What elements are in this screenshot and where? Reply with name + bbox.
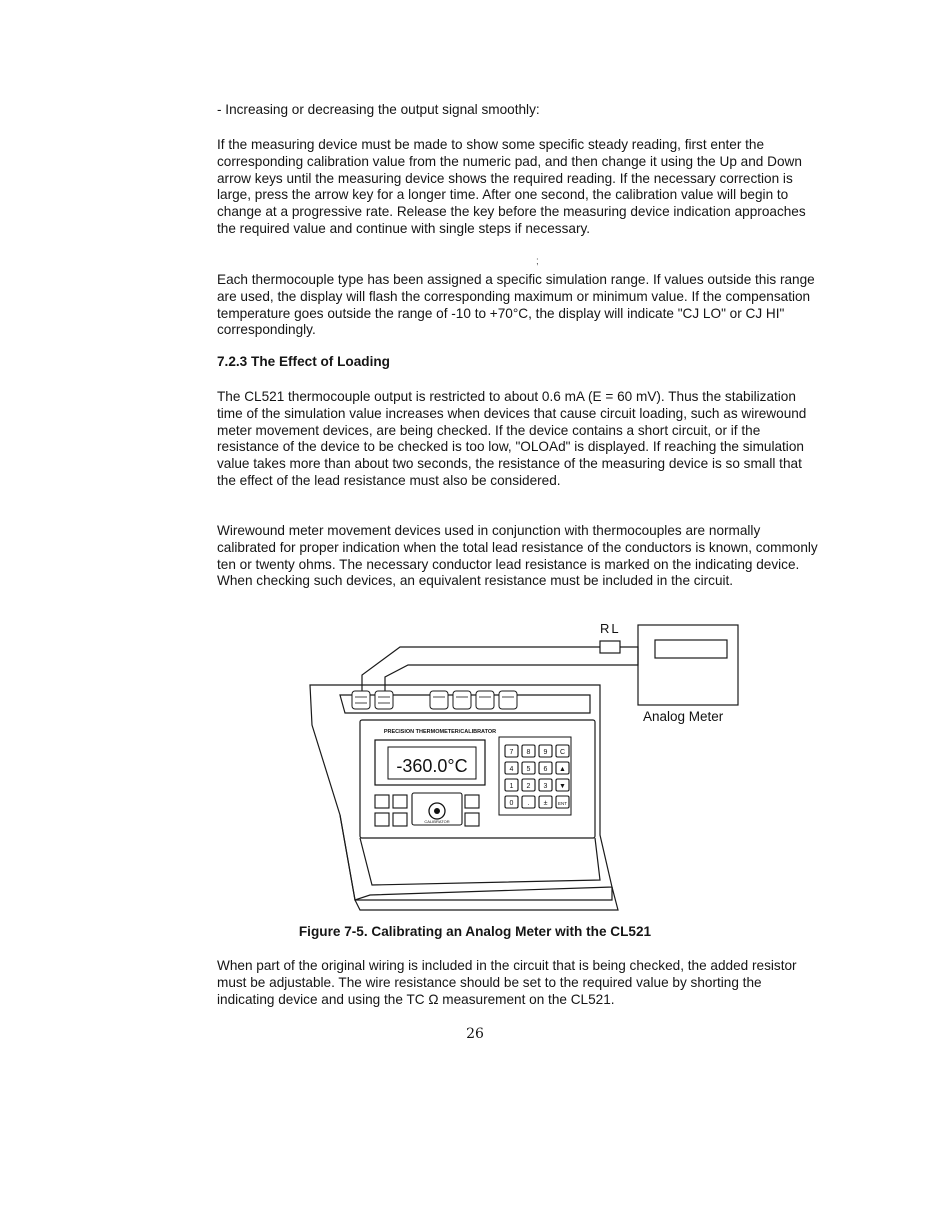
section-heading-text: 7.2.3 The Effect of Loading [217, 354, 390, 369]
analog-meter-box [638, 625, 738, 705]
keypad-key [556, 745, 569, 757]
device-title: PRECISION THERMOMETER/CALIBRATOR [383, 729, 497, 735]
intro-heading [217, 102, 822, 119]
keypad-key-label: ± [543, 800, 548, 807]
keypad-key-label: 1 [509, 783, 514, 790]
keypad-key-label: 7 [509, 749, 514, 756]
keypad-key [522, 762, 535, 774]
keypad-key [505, 745, 518, 757]
paragraph-5 [217, 958, 822, 1008]
intro-heading-text: - Increasing or decreasing the output signal smoothly: [217, 102, 540, 117]
rl-resistor [600, 641, 620, 653]
keypad-key [522, 745, 535, 757]
keypad-key [505, 762, 518, 774]
keypad-key-label: . [527, 800, 530, 807]
keypad-key-label: ENT [558, 801, 567, 806]
figure-caption: Figure 7-5. Calibrating an Analog Meter with the CL521 [298, 924, 652, 939]
paragraph-4-text: Wirewound meter movement devices used in conjunction with thermocouples are normally calibrated for proper indication when the total lead resistance of the conductors is known, commonly ten or twenty ohms. The necessary conductor lead resistance is marked on the indicating device. When checking such devices, an equivalent resistance must be included in the circuit. [217, 523, 818, 589]
keypad-key [539, 745, 552, 757]
paragraph-4 [217, 523, 822, 590]
keypad-key-label: 8 [526, 749, 531, 756]
rl-label: RL [600, 621, 621, 636]
keypad-key-label: C [559, 749, 566, 756]
section-heading [217, 354, 822, 369]
stray-mark: ; [536, 256, 539, 267]
analog-meter-label: Analog Meter [643, 709, 724, 724]
keypad-key [556, 796, 569, 808]
keypad-key-label: ▼ [559, 783, 566, 790]
paragraph-2 [217, 272, 822, 339]
keypad-key-label: ▲ [559, 766, 566, 773]
paragraph-3-text: The CL521 thermocouple output is restricted to about 0.6 mA (E = 60 mV). Thus the stabilization time of the simulation value increases when devices that cause circuit loading, such as wirewound meter movement devices, are being checked. If the device contains a short circuit, or if the resistance of the device to be checked is too low, "OLOAd" is displayed. If reaching the simulation value takes more than about two seconds, the resistance of the measuring device is so small that the effect of the lead resistance must also be considered. [217, 389, 807, 488]
paragraph-2-text: Each thermocouple type has been assigned a specific simulation range. If values outside this range are used, the display will flash the corresponding maximum or minimum value. If the compensation temperature goes outside the range of -10 to +70°C, the display will indicate "CJ LO" or CJ HI" correspondingly. [217, 272, 815, 338]
paragraph-1 [217, 137, 822, 238]
keypad-key-label: 6 [543, 766, 548, 773]
analog-meter-window [655, 640, 727, 658]
keypad-key [556, 762, 569, 774]
keypad-key-label: 2 [526, 783, 531, 790]
keypad-key [522, 779, 535, 791]
device-case [310, 685, 612, 900]
keypad-key-label: 5 [526, 766, 531, 773]
keypad-key [556, 779, 569, 791]
keypad-key-label: 0 [509, 800, 514, 807]
paragraph-5-text: When part of the original wiring is included in the circuit that is being checked, the added resistor must be adjustable. The wire resistance should be set to the required value by shorting the indicating device and using the TC Ω measurement on the CL521. [217, 958, 797, 1007]
keypad-key [505, 779, 518, 791]
keypad-key [539, 779, 552, 791]
paragraph-1-text: If the measuring device must be made to show some specific steady reading, first enter the corresponding calibration value from the numeric pad, and then change it using the Up and Down arrow keys until the measuring device shows the required reading. If the necessary correction is large, press the arrow key for a longer time. After one second, the calibration value will begin to change at a progressive rate. Release the key before the measuring device indication approaches the required value and continue with single steps if necessary. [217, 137, 806, 236]
knob-label: CALIBRATOR [424, 819, 450, 824]
display-reading: -360.0°C [396, 756, 468, 776]
paragraph-3 [217, 389, 822, 490]
keypad-key-label: 9 [543, 749, 548, 756]
keypad-key [539, 796, 552, 808]
keypad-key [522, 796, 535, 808]
calibration-figure [300, 615, 750, 920]
keypad-key-label: 4 [509, 766, 514, 773]
keypad [499, 737, 571, 815]
keypad-key [505, 796, 518, 808]
keypad-key-label: 3 [543, 783, 548, 790]
page-number: 26 [466, 1026, 484, 1042]
keypad-key [539, 762, 552, 774]
terminal-posts [352, 691, 517, 709]
